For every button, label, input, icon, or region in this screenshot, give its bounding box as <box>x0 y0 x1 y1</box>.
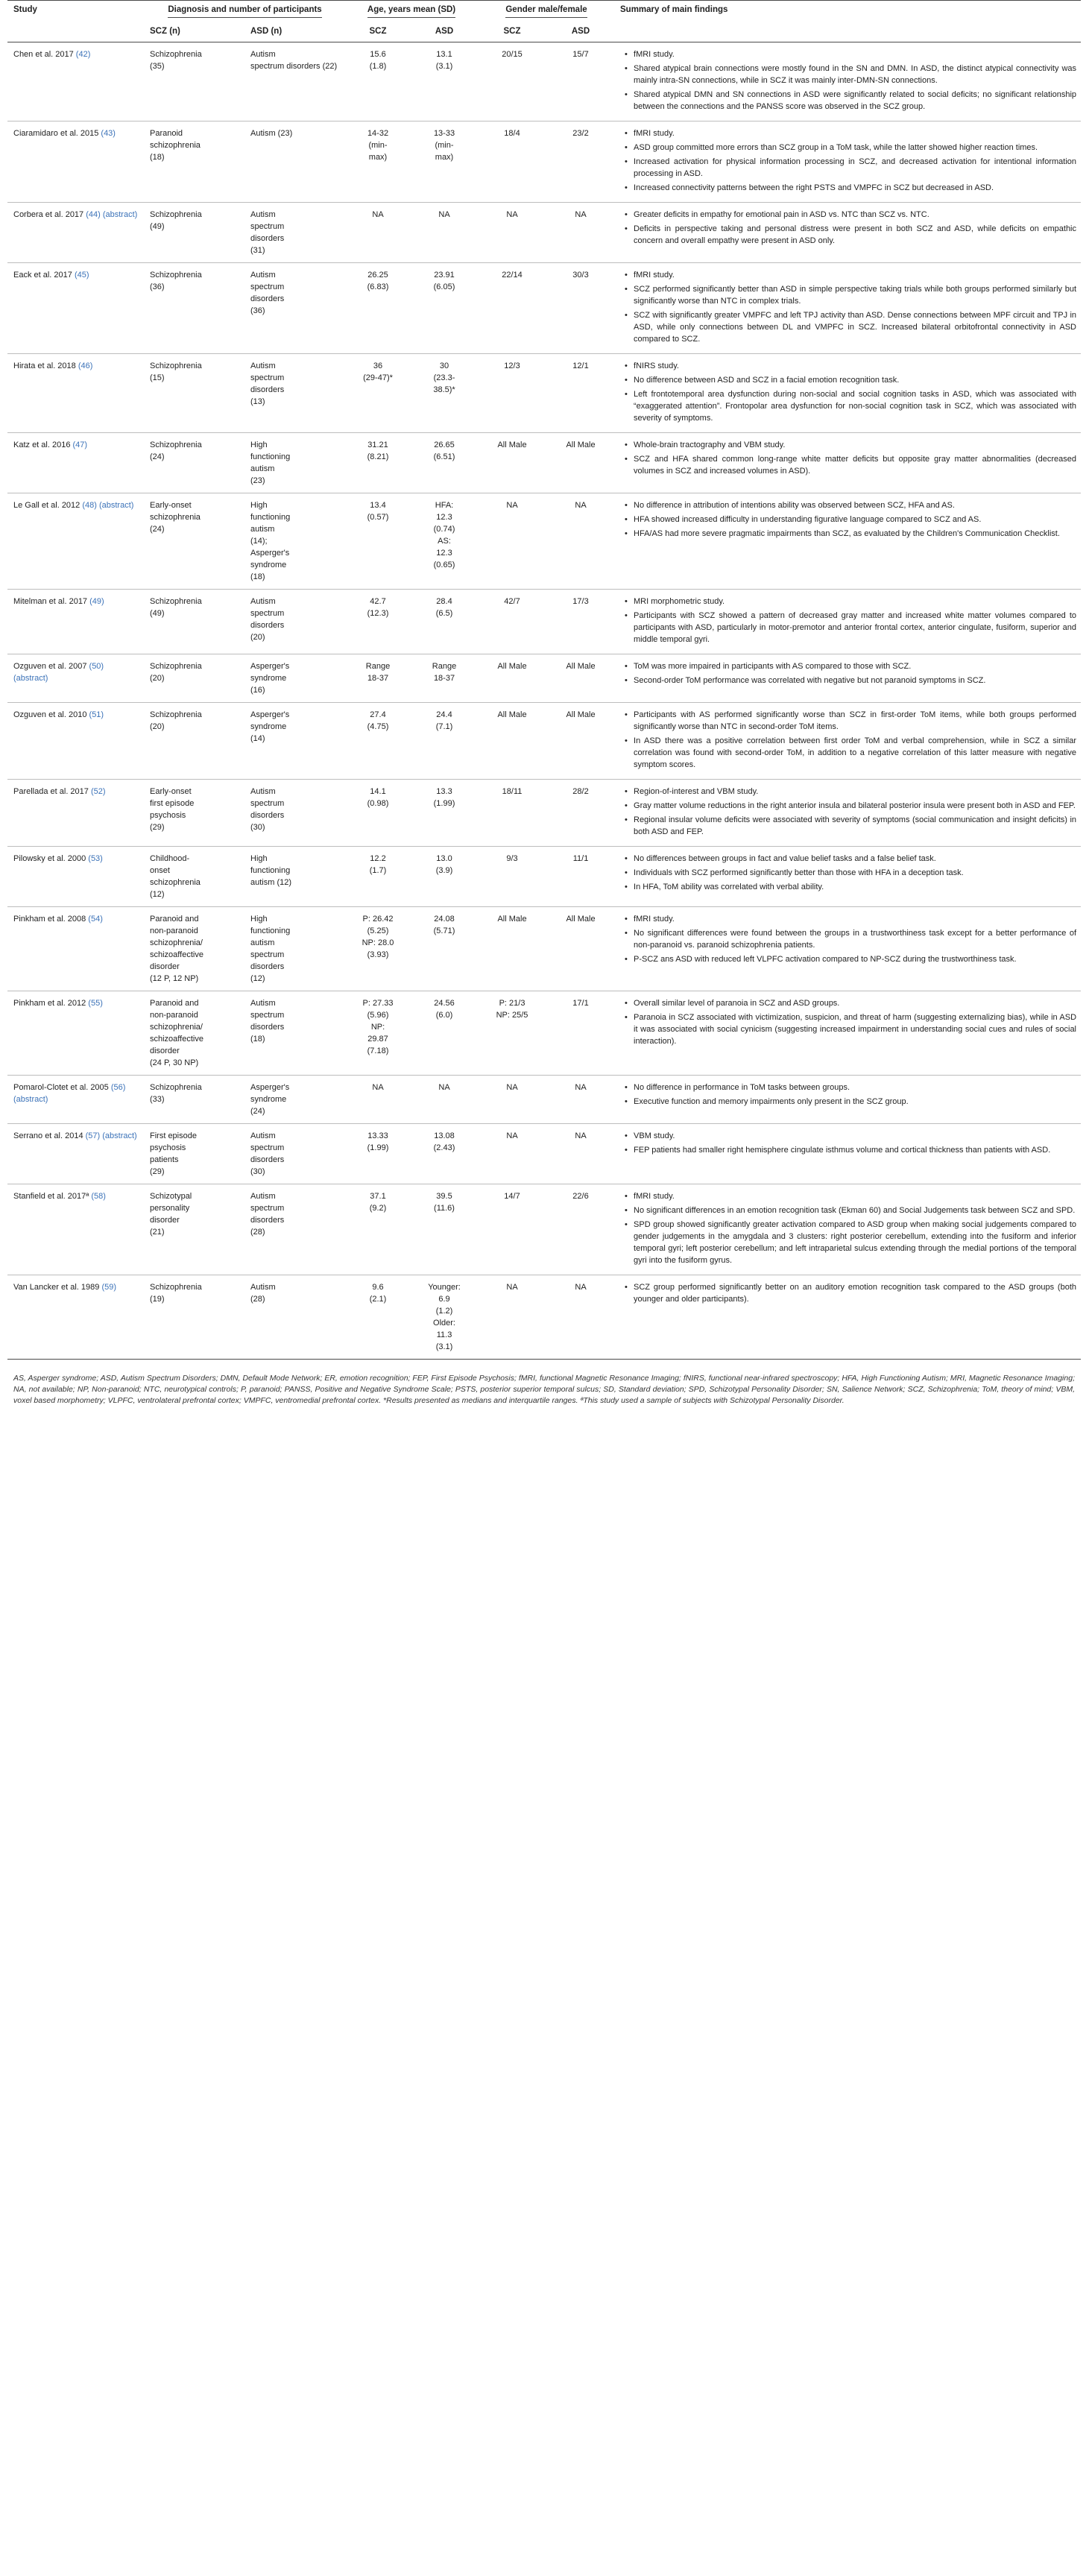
age-asd-cell: 26.65 (6.51) <box>433 441 455 461</box>
study-reference-link[interactable]: (46) <box>78 362 93 370</box>
diagnosis-scz-cell: Schizophrenia (35) <box>150 50 202 71</box>
gender-scz-cell: NA <box>506 210 518 219</box>
age-asd-cell: 13.08 (2.43) <box>433 1131 455 1152</box>
findings-list <box>620 1281 1076 1305</box>
age-asd-cell: Younger: 6.9 (1.2) Older: 11.3 (3.1) <box>428 1283 461 1351</box>
gender-scz-cell: 42/7 <box>504 597 520 606</box>
study-cell <box>7 590 144 654</box>
list-item: • HFA showed increased difficulty in understanding figurative language compared to SCZ and AS. <box>620 514 1076 525</box>
study-name: Pinkham et al. 2012 <box>13 999 86 1008</box>
findings-cell <box>614 654 1081 703</box>
age-asd-cell: NA <box>438 210 450 219</box>
age-asd-cell: HFA: 12.3 (0.74) AS: 12.3 (0.65) <box>433 501 455 569</box>
findings-cell <box>614 121 1081 203</box>
table-row <box>7 354 1081 433</box>
study-name: Pilowsky et al. 2000 <box>13 854 86 863</box>
col-gender-group: Gender male/female <box>477 1 614 23</box>
table-row <box>7 203 1081 263</box>
age-scz-cell: 27.4 (4.75) <box>367 710 389 731</box>
study-reference-link[interactable]: (59) <box>101 1283 117 1292</box>
diagnosis-scz-cell: Schizophrenia (33) <box>150 1083 202 1104</box>
age-asd-cell: 13.1 (3.1) <box>435 50 453 71</box>
list-item: • Greater deficits in empathy for emotional pain in ASD vs. NTC than SCZ vs. NTC. <box>620 209 1076 221</box>
gender-asd-cell: All Male <box>566 662 596 671</box>
gender-asd-cell: All Male <box>566 441 596 449</box>
diagnosis-asd-cell: High functioning autism (12) <box>250 854 292 887</box>
list-item: • In HFA, ToM ability was correlated with verbal ability. <box>620 881 1076 893</box>
gender-scz-cell: NA <box>506 501 518 510</box>
gender-asd-cell: 12/1 <box>572 362 589 370</box>
findings-cell <box>614 703 1081 780</box>
findings-cell <box>614 203 1081 263</box>
gender-asd-cell: All Male <box>566 710 596 719</box>
table-row <box>7 780 1081 847</box>
age-scz-cell: NA <box>372 210 384 219</box>
gender-asd-cell: 17/1 <box>572 999 589 1008</box>
age-asd-cell: 24.4 (7.1) <box>435 710 453 731</box>
studies-table <box>7 0 1081 1359</box>
study-cell <box>7 121 144 203</box>
gender-scz-cell: 20/15 <box>502 50 523 59</box>
age-asd-cell: 28.4 (6.5) <box>435 597 453 618</box>
findings-list <box>620 269 1076 345</box>
gender-scz-cell: 14/7 <box>504 1192 520 1201</box>
age-scz-cell: 14-32 (min- max) <box>367 129 389 162</box>
age-asd-cell: Range 18-37 <box>432 662 457 683</box>
study-name: Le Gall et al. 2012 <box>13 501 81 510</box>
age-asd-cell: 13-33 (min- max) <box>433 129 455 162</box>
diagnosis-scz-cell: Schizophrenia (36) <box>150 271 202 291</box>
diagnosis-scz-cell: Childhood- onset schizophrenia (12) <box>150 854 201 899</box>
list-item: • Whole-brain tractography and VBM study. <box>620 439 1076 451</box>
study-reference-link[interactable]: (47) <box>72 441 88 449</box>
list-item: • No differences between groups in fact and value belief tasks and a false belief task. <box>620 853 1076 865</box>
findings-list <box>620 997 1076 1047</box>
diagnosis-scz-cell: Schizophrenia (49) <box>150 210 202 231</box>
diagnosis-asd-cell: Autism spectrum disorders (36) <box>250 271 285 315</box>
list-item: • Executive function and memory impairments only present in the SCZ group. <box>620 1096 1076 1108</box>
gender-scz-cell: 18/11 <box>502 787 523 796</box>
list-item: • Increased connectivity patterns between the right PSTS and VMPFC in SCZ but decreased in ASD. <box>620 182 1076 194</box>
list-item: • Second-order ToM performance was correlated with negative but not paranoid symptoms in SCZ. <box>620 675 1076 686</box>
gender-asd-cell: 30/3 <box>572 271 589 280</box>
diagnosis-asd-cell: High functioning autism (23) <box>250 441 291 485</box>
study-cell <box>7 1124 144 1184</box>
gender-asd-cell: 22/6 <box>572 1192 589 1201</box>
findings-list <box>620 48 1076 113</box>
study-cell <box>7 203 144 263</box>
list-item: • SCZ with significantly greater VMPFC and left TPJ activity than ASD. Dense connections between MPF circuit and TPJ in ASD, while only connections between DL and VMPFC in SCZ. Increased bilateral orbitofrontal connectivity in ASD compared to SCZ. <box>620 309 1076 345</box>
age-asd-cell: 39.5 (11.6) <box>434 1192 455 1213</box>
col-gender-asd: ASD <box>571 27 590 36</box>
study-cell <box>7 654 144 703</box>
table-row <box>7 263 1081 354</box>
col-summary: Summary of main findings <box>620 5 728 14</box>
diagnosis-asd-cell: Autism (23) <box>250 129 293 138</box>
list-item: • HFA/AS had more severe pragmatic impairments than SCZ, as evaluated by the Children's Communication Checklist. <box>620 528 1076 540</box>
list-item: • Participants with AS performed significantly worse than SCZ in first-order ToM items, while both groups performed significantly worse than NTC in second-order ToM items. <box>620 709 1076 733</box>
findings-list <box>620 709 1076 771</box>
table-footnote: AS, Asperger syndrome; ASD, Autism Spectrum Disorders; DMN, Default Mode Network; ER, emotion recognition; FEP, First Episode Psychosis; fMRI, functional Magnetic Resonance Imaging; fNIRS, functional near-infrared spectroscopy; HFA, High Functioning Autism; MRI, Magnetic Resonance Imaging; NA, not available; NP, Non-paranoid; NTC, neurotypical controls; P, paranoid; PANSS, Positive and Negative Syndrome Scale; PSTS, posterior superior temporal sulcus; SD, Standard deviation; SPD, Schizotypal Personality Disorder; SN, Salience Network; SCZ, Schizophrenia; ToM, theory of mind; VBM, voxel based morphometry; VLPFC, ventrolateral prefrontal cortex; VMPFC, ventromedial prefrontal cortex. *Results presented as medians and interquartile ranges. ªThis study used a sample of subjects with Schizotypal Personality Disorder. <box>7 1359 1081 1407</box>
list-item: • SCZ group performed significantly better on an auditory emotion recognition task compared to the ASD groups (both younger and older participants). <box>620 1281 1076 1305</box>
col-study: Study <box>13 5 37 14</box>
diagnosis-asd-cell: Autism spectrum disorders (30) <box>250 787 285 832</box>
findings-cell <box>614 1124 1081 1184</box>
study-reference-link[interactable]: (45) <box>74 271 89 280</box>
study-cell <box>7 493 144 590</box>
diagnosis-scz-cell: Paranoid schizophrenia (18) <box>150 129 201 162</box>
table-row <box>7 1124 1081 1184</box>
findings-cell <box>614 1076 1081 1124</box>
findings-cell <box>614 263 1081 354</box>
study-reference-link[interactable]: (55) <box>88 999 103 1008</box>
col-gender-scz: SCZ <box>503 27 521 36</box>
study-name: Ozguven et al. 2007 <box>13 662 87 671</box>
list-item: • VBM study. <box>620 1130 1076 1142</box>
list-item: • SCZ and HFA shared common long-range white matter deficits but opposite gray matter abnormalities (decreased volumes in SCZ and increased volumes in ASD). <box>620 453 1076 477</box>
study-name: Stanfield et al. 2017ª <box>13 1192 89 1201</box>
findings-list <box>620 439 1076 477</box>
study-name: Hirata et al. 2018 <box>13 362 76 370</box>
study-cell <box>7 354 144 433</box>
findings-cell <box>614 493 1081 590</box>
study-name: Pomarol-Clotet et al. 2005 <box>13 1083 109 1092</box>
age-asd-cell: NA <box>438 1083 450 1092</box>
col-age-scz: SCZ <box>369 27 387 36</box>
table-row <box>7 907 1081 991</box>
study-name: Ozguven et al. 2010 <box>13 710 87 719</box>
findings-list <box>620 499 1076 540</box>
list-item: • In ASD there was a positive correlation between first order ToM and verbal comprehension, while in SCZ a similar correlation was found with second-order ToM, in addition to a negative correlation of this latter measure with negative symptom scores. <box>620 735 1076 771</box>
gender-asd-cell: 23/2 <box>572 129 589 138</box>
list-item: • fNIRS study. <box>620 360 1076 372</box>
col-age-group: Age, years mean (SD) <box>344 1 477 23</box>
age-asd-cell: 23.91 (6.05) <box>433 271 455 291</box>
age-scz-cell: NA <box>372 1083 384 1092</box>
diagnosis-scz-cell: Schizophrenia (20) <box>150 710 202 731</box>
gender-asd-cell: 15/7 <box>572 50 589 59</box>
study-name: Eack et al. 2017 <box>13 271 72 280</box>
study-name: Van Lancker et al. 1989 <box>13 1283 100 1292</box>
list-item: • fMRI study. <box>620 127 1076 139</box>
study-cell <box>7 1076 144 1124</box>
diagnosis-scz-cell: Paranoid and non-paranoid schizophrenia/ schizoaffective disorder (12 P, 12 NP) <box>150 915 203 983</box>
study-name: Pinkham et al. 2008 <box>13 915 86 924</box>
findings-cell <box>614 991 1081 1076</box>
list-item: • Shared atypical DMN and SN connections in ASD were significantly related to social deficits; no significant relationship between the connections and the PANSS score was observed in the SCZ group. <box>620 89 1076 113</box>
study-cell <box>7 703 144 780</box>
list-item: • ToM was more impaired in participants with AS compared to those with SCZ. <box>620 660 1076 672</box>
study-reference-link[interactable]: (52) <box>90 787 106 796</box>
gender-scz-cell: All Male <box>497 710 527 719</box>
study-reference-link[interactable]: (49) <box>89 597 104 606</box>
list-item: • Region-of-interest and VBM study. <box>620 786 1076 798</box>
list-item: • FEP patients had smaller right hemisphere cingulate isthmus volume and cortical thickness than patients with ASD. <box>620 1144 1076 1156</box>
table-page <box>7 0 1081 1407</box>
gender-scz-cell: All Male <box>497 662 527 671</box>
list-item: • No difference in attribution of intentions ability was observed between SCZ, HFA and AS. <box>620 499 1076 511</box>
findings-list <box>620 853 1076 893</box>
list-item: • No difference between ASD and SCZ in a facial emotion recognition task. <box>620 374 1076 386</box>
study-cell <box>7 1184 144 1275</box>
table-body <box>7 42 1081 1360</box>
study-name: Ciaramidaro et al. 2015 <box>13 129 99 138</box>
gender-asd-cell: NA <box>575 1283 587 1292</box>
diagnosis-asd-cell: Autism spectrum disorders (28) <box>250 1192 285 1237</box>
list-item: • fMRI study. <box>620 913 1076 925</box>
gender-asd-cell: NA <box>575 501 587 510</box>
gender-scz-cell: 22/14 <box>502 271 523 280</box>
age-asd-cell: 24.56 (6.0) <box>434 999 455 1020</box>
age-scz-cell: 31.21 (8.21) <box>367 441 389 461</box>
list-item: • No difference in performance in ToM tasks between groups. <box>620 1082 1076 1093</box>
findings-cell <box>614 1184 1081 1275</box>
findings-cell <box>614 780 1081 847</box>
gender-asd-cell: NA <box>575 210 587 219</box>
study-cell <box>7 847 144 907</box>
diagnosis-asd-cell: Autism spectrum disorders (13) <box>250 362 285 406</box>
table-row <box>7 654 1081 703</box>
col-asd-n: ASD (n) <box>250 27 282 36</box>
age-scz-cell: 13.33 (1.99) <box>367 1131 389 1152</box>
study-cell <box>7 433 144 493</box>
findings-cell <box>614 354 1081 433</box>
age-scz-cell: 36 (29-47)* <box>363 362 393 382</box>
age-scz-cell: 14.1 (0.98) <box>367 787 389 808</box>
age-scz-cell: P: 26.42 (5.25) NP: 28.0 (3.93) <box>362 915 394 959</box>
findings-cell <box>614 1275 1081 1360</box>
age-asd-cell: 13.0 (3.9) <box>435 854 453 875</box>
study-cell <box>7 907 144 991</box>
age-scz-cell: 15.6 (1.8) <box>369 50 387 71</box>
table-row <box>7 1184 1081 1275</box>
table-row <box>7 847 1081 907</box>
header-row-groups <box>7 1 1081 23</box>
list-item: • fMRI study. <box>620 48 1076 60</box>
findings-list <box>620 1082 1076 1108</box>
age-scz-cell: 42.7 (12.3) <box>367 597 389 618</box>
table-row <box>7 1076 1081 1124</box>
study-reference-link[interactable]: (54) <box>88 915 103 924</box>
age-scz-cell: 26.25 (6.83) <box>367 271 389 291</box>
list-item: • Shared atypical brain connections were mostly found in the SN and DMN. In ASD, the distinct atypical connectivity was mainly intra-SN connections, while in SCZ it was mainly inter-DMN-SN connections. <box>620 63 1076 86</box>
gender-asd-cell: 17/3 <box>572 597 589 606</box>
diagnosis-asd-cell: Asperger's syndrome (24) <box>250 1083 290 1116</box>
age-scz-cell: Range 18-37 <box>365 662 391 683</box>
diagnosis-scz-cell: First episode psychosis patients (29) <box>150 1131 197 1176</box>
study-name: Mitelman et al. 2017 <box>13 597 88 606</box>
list-item: • Increased activation for physical information processing in SCZ, and decreased activation for intentional information processing in ASD. <box>620 156 1076 180</box>
list-item: • Regional insular volume deficits were associated with severity of symptoms (social communication and insight deficits) in both ASD and FEP. <box>620 814 1076 838</box>
list-item: • Overall similar level of paranoia in SCZ and ASD groups. <box>620 997 1076 1009</box>
gender-scz-cell: 18/4 <box>504 129 520 138</box>
findings-cell <box>614 433 1081 493</box>
study-name: Serrano et al. 2014 <box>13 1131 83 1140</box>
diagnosis-scz-cell: Paranoid and non-paranoid schizophrenia/ schizoaffective disorder (24 P, 30 NP) <box>150 999 203 1067</box>
list-item: • No significant differences were found between the groups in a trustworthiness task except for a better performance of non-paranoid vs. paranoid schizophrenia patients. <box>620 927 1076 951</box>
findings-cell <box>614 847 1081 907</box>
diagnosis-asd-cell: High functioning autism (14); Asperger's syndrome (18) <box>250 501 291 581</box>
gender-asd-cell: 28/2 <box>572 787 589 796</box>
table-row <box>7 991 1081 1076</box>
table-row <box>7 121 1081 203</box>
study-reference-link[interactable]: (43) <box>101 129 116 138</box>
study-cell <box>7 263 144 354</box>
gender-scz-cell: 12/3 <box>504 362 520 370</box>
diagnosis-asd-cell: Autism spectrum disorders (20) <box>250 597 285 642</box>
study-reference-link[interactable]: (53) <box>88 854 103 863</box>
list-item: • SCZ performed significantly better than ASD in simple perspective taking trials while both groups performed similarly but significantly worse than NTC in complex trials. <box>620 283 1076 307</box>
findings-list <box>620 360 1076 424</box>
age-asd-cell: 24.08 (5.71) <box>433 915 455 935</box>
table-row <box>7 1275 1081 1360</box>
study-reference-link[interactable]: (56) (abstract) <box>13 1083 126 1104</box>
table-row <box>7 42 1081 121</box>
diagnosis-scz-cell: Early-onset first episode psychosis (29) <box>150 787 195 832</box>
list-item: • fMRI study. <box>620 269 1076 281</box>
study-reference-link[interactable]: (42) <box>75 50 91 59</box>
age-scz-cell: 13.4 (0.57) <box>367 501 389 522</box>
table-row <box>7 493 1081 590</box>
study-name: Katz et al. 2016 <box>13 441 71 449</box>
findings-list <box>620 786 1076 838</box>
list-item: • Participants with SCZ showed a pattern of decreased gray matter and increased white matter volumes compared to participants with ASD, particularly in motor-premotor and anterior frontal cortex, anterior cingulate, fusiform, superior and middle temporal gyri. <box>620 610 1076 645</box>
diagnosis-asd-cell: High functioning autism spectrum disorders (12) <box>250 915 291 983</box>
list-item: • Left frontotemporal area dysfunction during non-social and social cognition tasks in ASD, which was associated with “exaggerated attention”. Frontopolar area dysfunction for non-social cognition task in SCZ, which was associated with severity of symptoms. <box>620 388 1076 424</box>
diagnosis-scz-cell: Schizophrenia (49) <box>150 597 202 618</box>
gender-scz-cell: NA <box>506 1283 518 1292</box>
age-scz-cell: 12.2 (1.7) <box>369 854 387 875</box>
gender-scz-cell: 9/3 <box>506 854 518 863</box>
findings-cell <box>614 42 1081 121</box>
gender-asd-cell: NA <box>575 1083 587 1092</box>
diagnosis-asd-cell: Autism (28) <box>250 1283 276 1304</box>
age-scz-cell: 9.6 (2.1) <box>369 1283 387 1304</box>
list-item: • No significant differences in an emotion recognition task (Ekman 60) and Social Judgements task between SCZ and SPD. <box>620 1205 1076 1216</box>
study-cell <box>7 991 144 1076</box>
findings-list <box>620 1130 1076 1156</box>
list-item: • Paranoia in SCZ associated with victimization, suspicion, and threat of harm (suggesting externalizing bias), while in ASD it was associated with social cynicism (suggesting increased impairment in understanding social cues and rules of social interaction). <box>620 1011 1076 1047</box>
gender-scz-cell: P: 21/3 NP: 25/5 <box>496 999 528 1020</box>
col-scz-n: SCZ (n) <box>150 27 180 36</box>
findings-list <box>620 127 1076 194</box>
diagnosis-asd-cell: Autism spectrum disorders (18) <box>250 999 285 1044</box>
diagnosis-asd-cell: Autism spectrum disorders (22) <box>250 50 338 71</box>
findings-list <box>620 913 1076 965</box>
findings-list <box>620 596 1076 645</box>
age-asd-cell: 30 (23.3- 38.5)* <box>433 362 455 394</box>
col-diagnosis-group: Diagnosis and number of participants <box>144 1 344 23</box>
gender-asd-cell: 11/1 <box>572 854 589 863</box>
diagnosis-scz-cell: Schizophrenia (15) <box>150 362 202 382</box>
list-item: • SPD group showed significantly greater activation compared to ASD group when making social judgements compared to gender judgements in the amygdala and 3 clusters: right posterior cerebellum, extending into the fusiform and inferior temporal gyri; left posterior cerebellum; and left intraparietal sulcus extending through the medial portions of the temporal gyri into the fusiform gyrus. <box>620 1219 1076 1266</box>
study-name: Chen et al. 2017 <box>13 50 74 59</box>
study-reference-link[interactable]: (44) (abstract) <box>86 210 138 219</box>
findings-list <box>620 209 1076 247</box>
gender-scz-cell: NA <box>506 1131 518 1140</box>
diagnosis-asd-cell: Autism spectrum disorders (31) <box>250 210 285 255</box>
findings-list <box>620 1190 1076 1266</box>
list-item: • P-SCZ ans ASD with reduced left VLPFC activation compared to NP-SCZ during the trustworthiness task. <box>620 953 1076 965</box>
age-scz-cell: P: 27.33 (5.96) NP: 29.87 (7.18) <box>362 999 394 1055</box>
diagnosis-asd-cell: Autism spectrum disorders (30) <box>250 1131 285 1176</box>
findings-cell <box>614 907 1081 991</box>
study-reference-link[interactable]: (50) (abstract) <box>13 662 104 683</box>
diagnosis-scz-cell: Schizophrenia (24) <box>150 441 202 461</box>
list-item: • ASD group committed more errors than SCZ group in a ToM task, while the latter showed higher reaction times. <box>620 142 1076 154</box>
study-name: Corbera et al. 2017 <box>13 210 84 219</box>
study-cell <box>7 780 144 847</box>
age-asd-cell: 13.3 (1.99) <box>433 787 455 808</box>
study-cell <box>7 42 144 121</box>
study-reference-link[interactable]: (48) (abstract) <box>82 501 134 510</box>
list-item: • Deficits in perspective taking and personal distress were present in both SCZ and ASD, while deficits on empathic concern and overall empathy were present in ASD only. <box>620 223 1076 247</box>
gender-scz-cell: All Male <box>497 915 527 924</box>
study-cell <box>7 1275 144 1360</box>
table-row <box>7 590 1081 654</box>
table-row <box>7 703 1081 780</box>
gender-asd-cell: NA <box>575 1131 587 1140</box>
gender-scz-cell: All Male <box>497 441 527 449</box>
study-reference-link[interactable]: (51) <box>89 710 104 719</box>
gender-scz-cell: NA <box>506 1083 518 1092</box>
col-age-asd: ASD <box>435 27 454 36</box>
study-reference-link[interactable]: (58) <box>91 1192 106 1201</box>
diagnosis-scz-cell: Early-onset schizophrenia (24) <box>150 501 201 534</box>
diagnosis-scz-cell: Schizotypal personality disorder (21) <box>150 1192 192 1237</box>
list-item: • MRI morphometric study. <box>620 596 1076 607</box>
gender-asd-cell: All Male <box>566 915 596 924</box>
diagnosis-asd-cell: Asperger's syndrome (14) <box>250 710 290 743</box>
diagnosis-scz-cell: Schizophrenia (20) <box>150 662 202 683</box>
list-item: • Individuals with SCZ performed significantly better than those with HFA in a deception task. <box>620 867 1076 879</box>
findings-list <box>620 660 1076 686</box>
diagnosis-asd-cell: Asperger's syndrome (16) <box>250 662 290 695</box>
age-scz-cell: 37.1 (9.2) <box>369 1192 387 1213</box>
study-name: Parellada et al. 2017 <box>13 787 89 796</box>
diagnosis-scz-cell: Schizophrenia (19) <box>150 1283 202 1304</box>
list-item: • Gray matter volume reductions in the right anterior insula and bilateral posterior insula were present both in ASD and FEP. <box>620 800 1076 812</box>
list-item: • fMRI study. <box>620 1190 1076 1202</box>
study-reference-link[interactable]: (57) (abstract) <box>85 1131 137 1140</box>
table-row <box>7 433 1081 493</box>
findings-cell <box>614 590 1081 654</box>
